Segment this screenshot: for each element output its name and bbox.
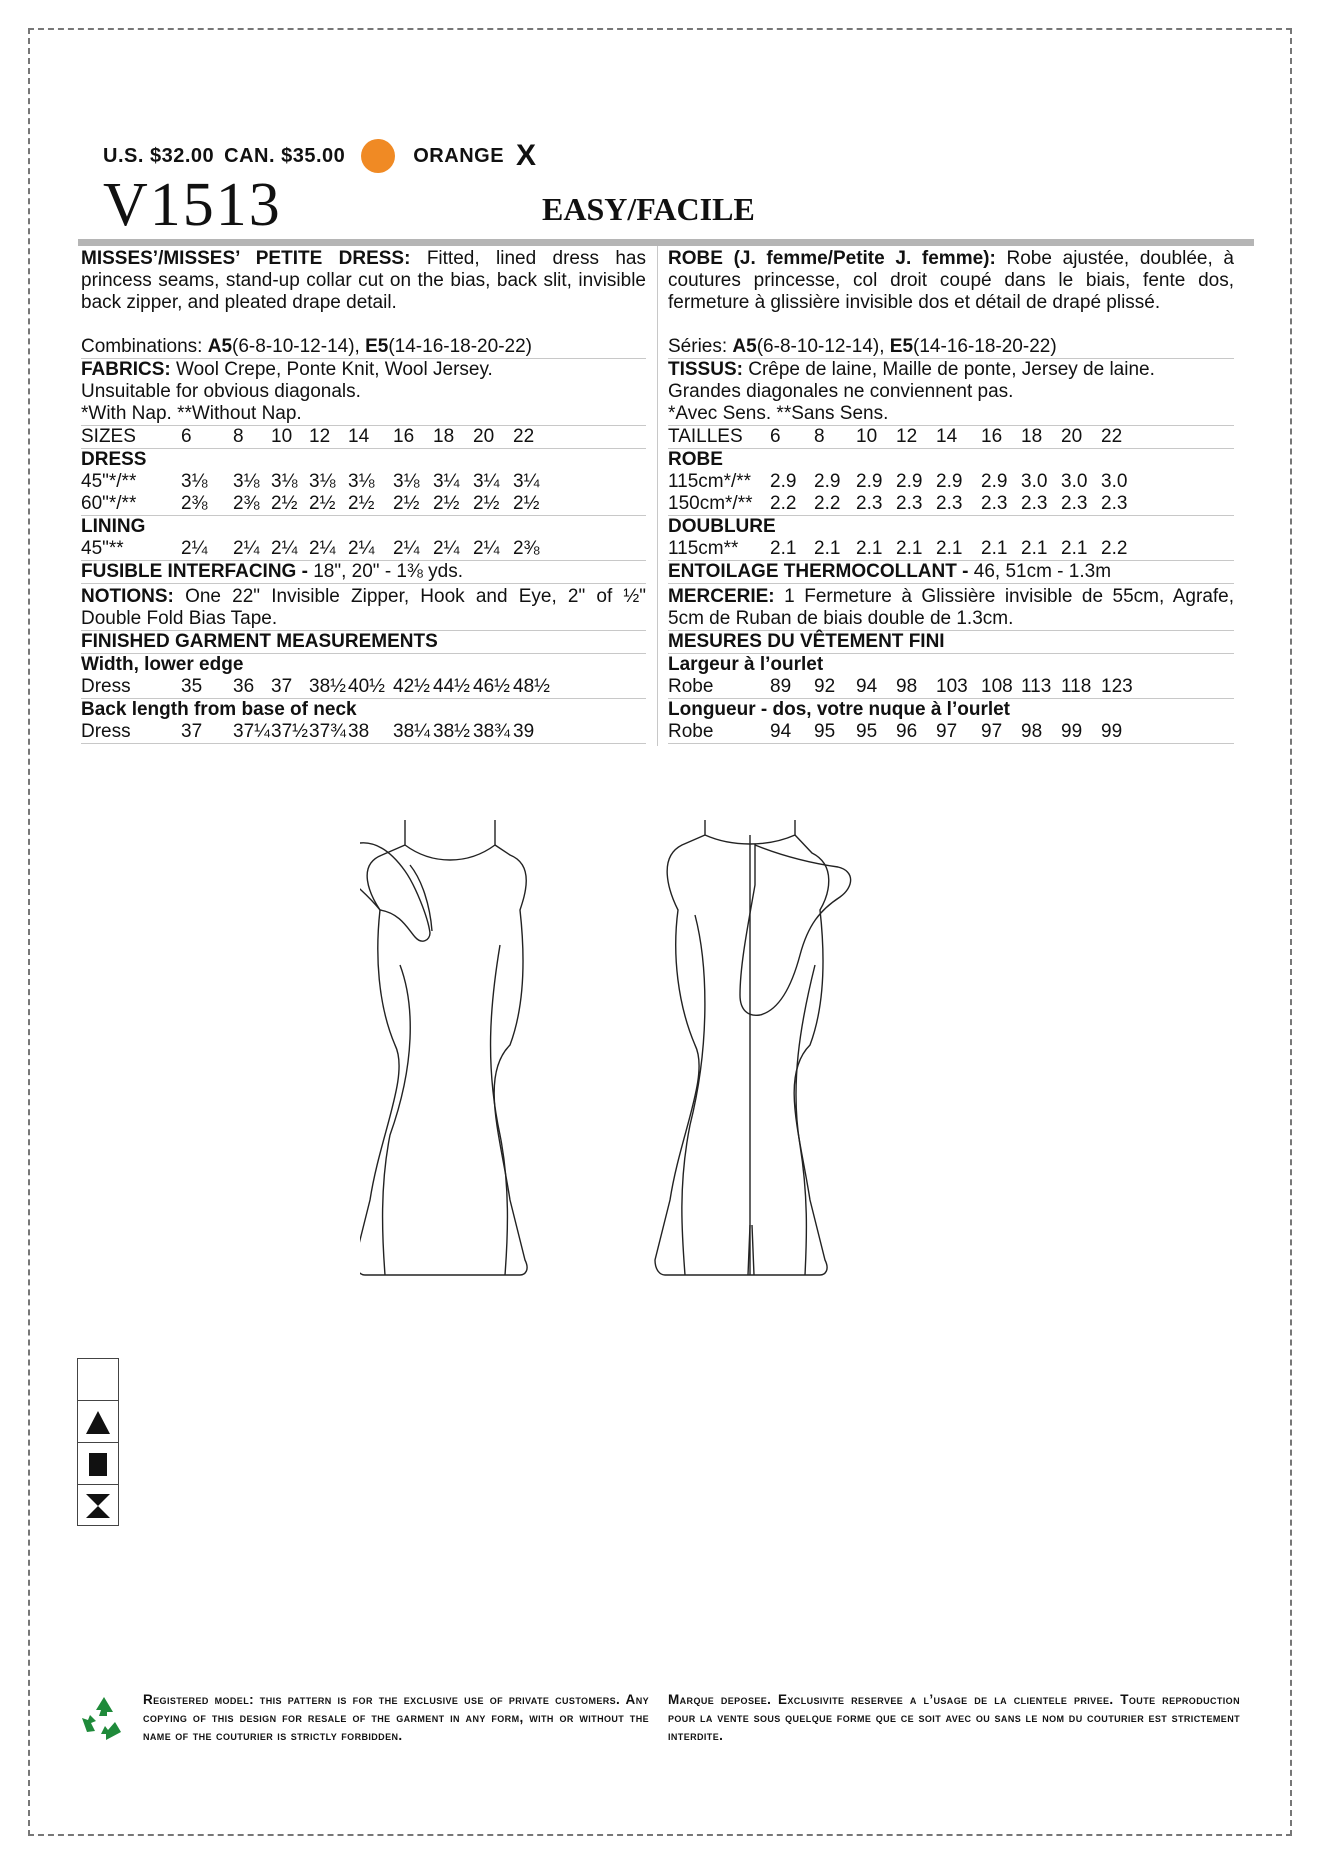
table-cell: 37½	[271, 721, 308, 742]
french-fabrics-note: Grandes diagonales ne conviennent pas.	[668, 381, 1014, 402]
table-cell: 37	[181, 721, 203, 742]
english-width-title: Width, lower edge	[81, 654, 244, 675]
table-cell: 2.3	[1021, 493, 1048, 514]
table-cell: 3⅛	[271, 471, 298, 492]
english-column	[81, 246, 646, 744]
table-cell: 2.1	[896, 538, 923, 559]
table-cell: 3¼	[433, 471, 460, 492]
row-label: Robe	[668, 721, 714, 742]
table-cell: 2.9	[770, 471, 797, 492]
table-cell: 38¾	[473, 721, 510, 742]
table-cell: 97	[936, 721, 958, 742]
table-cell: 14	[936, 426, 958, 447]
table-cell: 118	[1061, 676, 1092, 697]
table-cell: 2⅜	[233, 493, 260, 514]
dress-technical-drawing	[360, 805, 980, 1365]
table-cell: 37¼	[233, 721, 270, 742]
table-cell: 48½	[513, 676, 550, 697]
table-cell: 2.9	[981, 471, 1008, 492]
square-symbol-icon	[78, 1443, 118, 1485]
price-can: CAN. $35.00	[224, 144, 346, 167]
english-combinations: Combinations: A5(6-8-10-12-14), E5(14-16-18-20-22)	[81, 336, 646, 359]
table-cell: 2.3	[1101, 493, 1128, 514]
table-cell: 95	[814, 721, 836, 742]
table-cell: 38¼	[393, 721, 430, 742]
color-dot-icon	[361, 139, 395, 173]
french-description: ROBE (J. femme/Petite J. femme): Robe ajustée, doublée, à coutures princesse, col droit coupé dans le biais, fente dos, fermeture à glissière invisible dos et détail de drapé plissé.	[668, 248, 1235, 313]
table-cell: 35	[181, 676, 203, 697]
table-cell: 3⅛	[348, 471, 375, 492]
table-cell: 2¼	[393, 538, 420, 559]
table-cell: 2.9	[856, 471, 883, 492]
french-finished-title: MESURES DU VÊTEMENT FINI	[668, 631, 1234, 654]
table-cell: 38	[348, 721, 370, 742]
column-divider	[657, 246, 658, 746]
table-cell: 18	[433, 426, 455, 447]
table-cell: 44½	[433, 676, 470, 697]
table-cell: 18	[1021, 426, 1043, 447]
table-cell: 2.1	[936, 538, 963, 559]
table-cell: 108	[981, 676, 1013, 697]
row-label: 60"*/**	[81, 493, 137, 514]
row-label: 150cm*/**	[668, 493, 753, 514]
dress-back-drawing	[655, 820, 851, 1275]
table-cell: 2.9	[814, 471, 841, 492]
table-cell: 2.1	[1021, 538, 1048, 559]
table-cell: 2¼	[309, 538, 336, 559]
table-cell: 37	[271, 676, 293, 697]
row-label: 115cm**	[668, 538, 739, 559]
row-label: 45"*/**	[81, 471, 137, 492]
table-cell: 97	[981, 721, 1003, 742]
table-cell: 98	[896, 676, 918, 697]
table-cell: 2½	[348, 493, 375, 514]
table-cell: 6	[181, 426, 192, 447]
french-fabrics: TISSUS: Crêpe de laine, Maille de ponte, Jersey de laine.	[668, 359, 1155, 380]
french-nap-note: *Avec Sens. **Sans Sens.	[668, 403, 1234, 426]
english-notions: NOTIONS: One 22" Invisible Zipper, Hook and Eye, 2" of ½" Double Fold Bias Tape.	[81, 586, 647, 629]
table-cell: 96	[896, 721, 918, 742]
color-label: ORANGE	[413, 144, 505, 167]
legal-notice-english: Registered model: this pattern is for the exclusive use of private customers. Any copying of this design for resale of the garment in any form, with or without the name of the couturier is strictly forbidden.	[143, 1692, 649, 1743]
table-cell: 2.3	[1061, 493, 1088, 514]
table-cell: 20	[1061, 426, 1083, 447]
row-label: TAILLES	[668, 426, 743, 447]
table-cell: 95	[856, 721, 878, 742]
table-cell: 3⅛	[233, 471, 260, 492]
table-cell: 2.9	[936, 471, 963, 492]
table-row	[81, 676, 646, 699]
table-cell: 3⅛	[309, 471, 336, 492]
row-label: Dress	[81, 721, 131, 742]
table-cell: 2.2	[1101, 538, 1128, 559]
table-row	[668, 538, 1234, 561]
french-length-title: Longueur - dos, votre nuque à l’ourlet	[668, 699, 1011, 720]
english-nap-note: *With Nap. **Without Nap.	[81, 403, 646, 426]
table-cell: 3¼	[513, 471, 540, 492]
table-cell: 2½	[433, 493, 460, 514]
price-row	[103, 139, 537, 173]
table-cell: 2½	[271, 493, 298, 514]
french-width-title: Largeur à l’ourlet	[668, 654, 824, 675]
table-cell: 3⅛	[393, 471, 420, 492]
price-us: U.S. $32.00	[103, 144, 215, 167]
table-cell: 3⅛	[181, 471, 208, 492]
table-cell: 2.2	[770, 493, 797, 514]
table-cell: 2⅜	[513, 538, 540, 559]
table-cell: 2½	[393, 493, 420, 514]
row-label: SIZES	[81, 426, 136, 447]
table-row	[81, 538, 646, 561]
table-cell: 12	[309, 426, 331, 447]
table-cell: 16	[393, 426, 415, 447]
table-cell: 38½	[309, 676, 346, 697]
table-cell: 3.0	[1021, 471, 1048, 492]
table-row	[81, 471, 646, 493]
table-cell: 39	[513, 721, 535, 742]
table-cell: 36	[233, 676, 255, 697]
table-cell: 2¼	[433, 538, 460, 559]
table-row	[668, 493, 1234, 516]
english-dress-label: DRESS	[81, 449, 147, 470]
table-cell: 98	[1021, 721, 1043, 742]
row-label: Dress	[81, 676, 131, 697]
row-label: Robe	[668, 676, 714, 697]
table-cell: 2.3	[936, 493, 963, 514]
table-cell: 22	[513, 426, 535, 447]
table-cell: 99	[1061, 721, 1083, 742]
table-cell: 2½	[473, 493, 500, 514]
table-cell: 2.9	[896, 471, 923, 492]
table-cell: 16	[981, 426, 1003, 447]
fabric-symbol-box	[77, 1358, 119, 1526]
table-cell: 20	[473, 426, 495, 447]
table-cell: 8	[233, 426, 244, 447]
table-cell: 94	[856, 676, 878, 697]
english-description: MISSES’/MISSES’ PETITE DRESS: Fitted, lined dress has princess seams, stand-up collar cut on the bias, back slit, invisible back zipper, and pleated drape detail.	[81, 248, 646, 313]
table-cell: 2⅜	[181, 493, 208, 514]
table-cell: 12	[896, 426, 918, 447]
table-cell: 38½	[433, 721, 470, 742]
table-cell: 2.1	[814, 538, 841, 559]
table-cell: 2½	[309, 493, 336, 514]
table-cell: 14	[348, 426, 370, 447]
table-cell: 2.3	[856, 493, 883, 514]
english-sizes-row	[81, 426, 646, 449]
table-cell: 123	[1101, 676, 1133, 697]
table-row	[81, 721, 646, 744]
difficulty-label: EASY/FACILE	[542, 191, 755, 227]
english-finished-title: FINISHED GARMENT MEASUREMENTS	[81, 631, 646, 654]
french-notions: MERCERIE: 1 Fermeture à Glissière invisible de 55cm, Agrafe, 5cm de Ruban de biais double de 1.3cm.	[668, 586, 1235, 629]
dress-front-drawing	[360, 820, 527, 1275]
table-cell: 99	[1101, 721, 1123, 742]
table-cell: 42½	[393, 676, 430, 697]
english-interfacing: FUSIBLE INTERFACING - 18", 20" - 1⅜ yds.	[81, 561, 646, 584]
row-label: 45"**	[81, 538, 124, 559]
table-cell: 22	[1101, 426, 1123, 447]
table-cell: 2.1	[770, 538, 797, 559]
table-cell: 3.0	[1101, 471, 1128, 492]
table-cell: 37¾	[309, 721, 346, 742]
table-cell: 2½	[513, 493, 540, 514]
table-cell: 103	[936, 676, 968, 697]
table-cell: 2¼	[271, 538, 298, 559]
legal-notice-french: Marque deposee. Exclusivite reservee a l’usage de la clientele privee. Toute reproduction pour la vente sous quelque forme que ce soit avec ou sans le nom du couturier est strictement interdite.	[668, 1692, 1240, 1743]
table-cell: 2¼	[181, 538, 208, 559]
table-cell: 8	[814, 426, 825, 447]
french-dress-label: ROBE	[668, 449, 723, 470]
table-cell: 113	[1021, 676, 1052, 697]
table-cell: 10	[271, 426, 293, 447]
english-fabrics: FABRICS: Wool Crepe, Ponte Knit, Wool Jersey.	[81, 359, 493, 380]
table-cell: 2.1	[981, 538, 1008, 559]
table-cell: 6	[770, 426, 781, 447]
top-divider-bar	[78, 239, 1254, 246]
table-cell: 94	[770, 721, 792, 742]
table-cell: 2.1	[1061, 538, 1088, 559]
table-cell: 40½	[348, 676, 385, 697]
table-cell: 2.1	[856, 538, 883, 559]
table-cell: 89	[770, 676, 792, 697]
table-cell: 3¼	[473, 471, 500, 492]
english-fabrics-note: Unsuitable for obvious diagonals.	[81, 381, 361, 402]
triangle-symbol-icon	[78, 1401, 118, 1443]
table-cell: 92	[814, 676, 836, 697]
table-row	[668, 471, 1234, 493]
english-length-title: Back length from base of neck	[81, 699, 357, 720]
table-row	[668, 721, 1234, 744]
recycle-icon	[79, 1694, 129, 1744]
hourglass-symbol-icon	[78, 1485, 118, 1527]
table-cell: 2¼	[348, 538, 375, 559]
french-interfacing: ENTOILAGE THERMOCOLLANT - 46, 51cm - 1.3m	[668, 561, 1234, 584]
table-row	[668, 676, 1234, 699]
english-lining-label: LINING	[81, 516, 146, 537]
french-column	[668, 246, 1234, 744]
table-cell: 46½	[473, 676, 510, 697]
x-mark: X	[516, 139, 537, 172]
pattern-number: V1513	[103, 171, 282, 239]
table-cell: 2.3	[896, 493, 923, 514]
table-cell: 2¼	[473, 538, 500, 559]
table-cell: 3.0	[1061, 471, 1088, 492]
french-sizes-row	[668, 426, 1234, 449]
table-cell: 2.3	[981, 493, 1008, 514]
blank-symbol-cell	[78, 1359, 118, 1401]
table-row	[81, 493, 646, 516]
french-lining-label: DOUBLURE	[668, 516, 776, 537]
table-cell: 2.2	[814, 493, 841, 514]
table-cell: 2¼	[233, 538, 260, 559]
french-series: Séries: A5(6-8-10-12-14), E5(14-16-18-20-22)	[668, 336, 1234, 359]
table-cell: 10	[856, 426, 878, 447]
row-label: 115cm*/**	[668, 471, 752, 492]
